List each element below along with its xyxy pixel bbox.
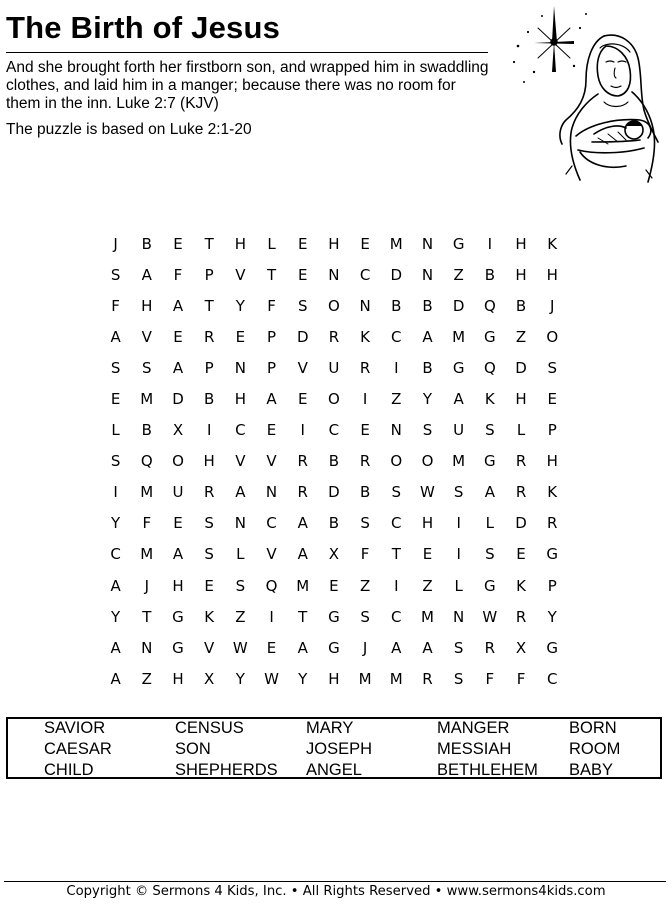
grid-letter[interactable]: E xyxy=(297,265,308,284)
grid-letter[interactable]: A xyxy=(391,638,402,657)
word-bank-word: CHILD xyxy=(44,761,94,779)
grid-letter[interactable]: V xyxy=(235,452,246,471)
grid-letter[interactable]: S xyxy=(422,421,433,440)
grid-letter[interactable]: U xyxy=(328,358,340,377)
grid-letter[interactable]: G xyxy=(328,607,340,626)
grid-letter[interactable]: H xyxy=(515,234,527,253)
grid-letter[interactable]: Y xyxy=(235,669,245,688)
grid-letter[interactable]: W xyxy=(420,483,435,502)
grid-letter[interactable]: H xyxy=(328,234,340,253)
grid-letter[interactable]: X xyxy=(328,545,340,564)
grid-letter[interactable]: K xyxy=(547,483,558,502)
grid-letter[interactable]: E xyxy=(110,390,121,409)
grid-letter[interactable]: R xyxy=(515,607,527,626)
grid-row xyxy=(100,632,572,663)
grid-letter[interactable]: S xyxy=(485,545,495,564)
grid-letter[interactable]: N xyxy=(265,483,278,502)
grid-letter[interactable]: J xyxy=(362,638,368,657)
grid-letter[interactable]: A xyxy=(484,483,495,502)
word-bank-word: ANGEL xyxy=(306,761,362,779)
grid-letter[interactable]: A xyxy=(422,327,433,346)
word-bank-word: SHEPHERDS xyxy=(175,761,278,779)
grid-letter[interactable]: R xyxy=(422,669,433,688)
grid-letter[interactable]: I xyxy=(113,483,118,502)
grid-letter[interactable]: D xyxy=(515,358,527,377)
grid-letter[interactable]: D xyxy=(515,514,527,533)
grid-row xyxy=(100,539,572,570)
grid-letter[interactable]: S xyxy=(204,514,214,533)
grid-letter[interactable]: J xyxy=(113,234,118,253)
grid-row xyxy=(100,352,572,383)
grid-row xyxy=(100,259,572,290)
grid-letter[interactable]: N xyxy=(421,234,434,253)
grid-letter[interactable]: O xyxy=(546,327,559,346)
grid-letter[interactable]: S xyxy=(453,483,464,502)
grid-letter[interactable]: E xyxy=(297,234,308,253)
grid-letter[interactable]: O xyxy=(328,296,340,315)
grid-letter[interactable]: C xyxy=(391,327,402,346)
word-bank-word: MARY xyxy=(306,719,354,737)
grid-letter[interactable]: E xyxy=(547,390,557,409)
grid-letter[interactable]: S xyxy=(453,669,464,688)
grid-letter[interactable]: D xyxy=(452,296,465,315)
grid-row xyxy=(100,570,572,601)
grid-row xyxy=(100,663,572,694)
grid-letter[interactable]: W xyxy=(264,669,279,688)
grid-letter[interactable]: L xyxy=(454,576,463,595)
grid-letter[interactable]: L xyxy=(236,545,245,564)
grid-row xyxy=(100,508,572,539)
grid-letter[interactable]: B xyxy=(328,452,340,471)
grid-letter[interactable]: A xyxy=(110,669,121,688)
grid-letter[interactable]: B xyxy=(359,483,371,502)
grid-letter[interactable]: L xyxy=(267,234,276,253)
word-bank-word: MANGER xyxy=(437,719,510,737)
page-title: The Birth of Jesus xyxy=(6,10,281,45)
scripture-verse: And she brought forth her firstborn son, and wrapped him in swaddling clothes, and laid him in a manger; because there was no room for them in the inn. Luke 2:7 (KJV) xyxy=(6,59,489,112)
grid-letter[interactable]: A xyxy=(235,483,246,502)
grid-letter[interactable]: E xyxy=(360,234,370,253)
grid-letter[interactable]: F xyxy=(173,265,183,284)
grid-letter[interactable]: T xyxy=(204,234,214,253)
footer-divider xyxy=(4,881,666,882)
grid-letter[interactable]: H xyxy=(141,296,153,315)
word-bank-word: CAESAR xyxy=(44,740,112,758)
grid-letter[interactable]: C xyxy=(110,545,121,564)
word-bank xyxy=(6,717,662,779)
word-bank-row xyxy=(8,761,660,781)
grid-letter[interactable]: G xyxy=(484,576,496,595)
grid-letter[interactable]: B xyxy=(204,390,215,409)
grid-letter[interactable]: R xyxy=(547,514,558,533)
grid-letter[interactable]: G xyxy=(172,638,184,657)
grid-letter[interactable]: S xyxy=(360,607,370,626)
word-bank-word: JOSEPH xyxy=(306,740,373,758)
sparkle-dots xyxy=(513,13,587,83)
grid-letter[interactable]: P xyxy=(547,576,557,595)
grid-letter[interactable]: N xyxy=(390,421,402,440)
grid-letter[interactable]: A xyxy=(172,358,184,377)
grid-letter[interactable]: R xyxy=(359,358,371,377)
grid-letter[interactable]: S xyxy=(360,514,370,533)
grid-letter[interactable]: X xyxy=(204,669,215,688)
grid-letter[interactable]: T xyxy=(298,607,308,626)
grid-letter[interactable]: E xyxy=(235,327,246,346)
grid-letter[interactable]: G xyxy=(328,638,340,657)
word-bank-word: MESSIAH xyxy=(437,740,512,758)
grid-letter[interactable]: E xyxy=(173,514,183,533)
grid-row xyxy=(100,383,572,414)
grid-letter[interactable]: Z xyxy=(453,265,464,284)
grid-letter[interactable]: O xyxy=(421,452,434,471)
grid-letter[interactable]: S xyxy=(142,358,152,377)
grid-letter[interactable]: B xyxy=(141,234,152,253)
grid-letter[interactable]: F xyxy=(360,545,370,564)
grid-letter[interactable]: I xyxy=(394,358,399,377)
grid-letter[interactable]: H xyxy=(515,265,527,284)
grid-letter[interactable]: I xyxy=(456,514,461,533)
grid-letter[interactable]: Y xyxy=(111,607,121,626)
grid-letter[interactable]: S xyxy=(453,638,464,657)
word-bank-word: ROOM xyxy=(569,740,621,758)
grid-letter[interactable]: R xyxy=(359,452,371,471)
grid-letter[interactable]: M xyxy=(140,545,154,564)
grid-letter[interactable]: I xyxy=(394,576,399,595)
grid-letter[interactable]: N xyxy=(141,638,153,657)
grid-letter[interactable]: N xyxy=(328,265,340,284)
grid-letter[interactable]: A xyxy=(172,545,184,564)
grid-letter[interactable]: M xyxy=(389,669,403,688)
grid-letter[interactable]: E xyxy=(204,576,214,595)
grid-row xyxy=(100,228,572,259)
grid-letter[interactable]: Q xyxy=(483,296,496,315)
grid-letter[interactable]: M xyxy=(452,452,466,471)
grid-letter[interactable]: V xyxy=(235,265,246,284)
grid-letter[interactable]: U xyxy=(172,483,184,502)
grid-letter[interactable]: Q xyxy=(483,358,496,377)
grid-letter[interactable]: D xyxy=(172,390,184,409)
grid-letter[interactable]: S xyxy=(235,576,246,595)
grid-letter[interactable]: B xyxy=(391,296,402,315)
grid-letter[interactable]: V xyxy=(204,638,215,657)
grid-letter[interactable]: A xyxy=(422,638,433,657)
grid-letter[interactable]: C xyxy=(266,514,277,533)
grid-letter[interactable]: I xyxy=(487,234,493,253)
grid-letter[interactable]: F xyxy=(516,669,526,688)
grid-letter[interactable]: K xyxy=(360,327,371,346)
grid-letter[interactable]: S xyxy=(297,296,308,315)
grid-letter[interactable]: Q xyxy=(140,452,153,471)
grid-letter[interactable]: H xyxy=(172,669,184,688)
grid-letter[interactable]: C xyxy=(546,669,558,688)
grid-letter[interactable]: G xyxy=(172,607,184,626)
grid-letter[interactable]: M xyxy=(140,390,154,409)
grid-letter[interactable]: O xyxy=(328,390,340,409)
grid-letter[interactable]: Z xyxy=(515,327,527,346)
grid-letter[interactable]: I xyxy=(300,421,305,440)
grid-letter[interactable]: X xyxy=(172,421,184,440)
grid-letter[interactable]: B xyxy=(422,358,433,377)
grid-letter[interactable]: P xyxy=(547,421,557,440)
grid-row xyxy=(100,415,572,446)
grid-letter[interactable]: E xyxy=(516,545,526,564)
grid-letter[interactable]: B xyxy=(328,514,340,533)
grid-letter[interactable]: C xyxy=(391,607,402,626)
word-bank-word: SON xyxy=(175,740,211,758)
grid-letter[interactable]: L xyxy=(111,421,120,440)
grid-letter[interactable]: P xyxy=(204,265,214,284)
title-divider xyxy=(6,52,488,53)
grid-letter[interactable]: N xyxy=(359,296,371,315)
grid-letter[interactable]: N xyxy=(234,514,246,533)
grid-letter[interactable]: I xyxy=(269,607,274,626)
grid-letter[interactable]: Z xyxy=(141,669,152,688)
grid-letter[interactable]: S xyxy=(110,452,121,471)
grid-letter[interactable]: R xyxy=(328,327,340,346)
grid-letter[interactable]: X xyxy=(515,638,527,657)
grid-letter[interactable]: H xyxy=(546,452,558,471)
grid-letter[interactable]: E xyxy=(329,576,339,595)
grid-letter[interactable]: E xyxy=(360,421,370,440)
grid-letter[interactable]: P xyxy=(267,358,277,377)
grid-letter[interactable]: A xyxy=(297,514,308,533)
grid-letter[interactable]: T xyxy=(266,265,277,284)
grid-row xyxy=(100,290,572,321)
grid-letter[interactable]: A xyxy=(297,638,308,657)
grid-letter[interactable]: I xyxy=(362,390,368,409)
grid-letter[interactable]: T xyxy=(391,545,401,564)
grid-letter[interactable]: H xyxy=(328,669,340,688)
mary-with-baby-and-star-illustration xyxy=(494,2,670,184)
grid-letter[interactable]: D xyxy=(390,265,403,284)
grid-letter[interactable]: A xyxy=(110,327,121,346)
grid-letter[interactable]: H xyxy=(234,390,246,409)
grid-letter[interactable]: S xyxy=(547,358,557,377)
grid-letter[interactable]: N xyxy=(234,358,246,377)
grid-letter[interactable]: M xyxy=(420,607,434,626)
grid-letter[interactable]: K xyxy=(484,390,495,409)
grid-letter[interactable]: G xyxy=(484,327,496,346)
word-bank-row xyxy=(8,719,660,739)
grid-letter[interactable]: W xyxy=(482,607,498,626)
puzzle-basis-note: The puzzle is based on Luke 2:1-20 xyxy=(6,121,252,138)
grid-letter[interactable]: E xyxy=(173,327,183,346)
grid-letter[interactable]: H xyxy=(172,576,184,595)
grid-letter[interactable]: V xyxy=(266,545,277,564)
grid-letter[interactable]: M xyxy=(296,576,310,595)
grid-letter[interactable]: V xyxy=(141,327,152,346)
grid-letter[interactable]: S xyxy=(110,265,121,284)
grid-letter[interactable]: K xyxy=(516,576,526,595)
grid-letter[interactable]: K xyxy=(547,234,558,253)
grid-letter[interactable]: J xyxy=(144,576,149,595)
grid-letter[interactable]: H xyxy=(515,390,527,409)
grid-letter[interactable]: R xyxy=(203,327,215,346)
grid-letter[interactable]: J xyxy=(550,296,555,315)
grid-letter[interactable]: I xyxy=(456,545,461,564)
grid-letter[interactable]: Z xyxy=(359,576,371,595)
grid-letter[interactable]: E xyxy=(173,234,183,253)
grid-letter[interactable]: B xyxy=(141,421,152,440)
grid-letter[interactable]: M xyxy=(389,234,403,253)
grid-letter[interactable]: H xyxy=(203,452,215,471)
copyright-footer: Copyright © Sermons 4 Kids, Inc. • All Rights Reserved • www.sermons4kids.com xyxy=(66,884,606,899)
grid-letter[interactable]: M xyxy=(140,483,154,502)
grid-letter[interactable]: K xyxy=(204,607,215,626)
grid-letter[interactable]: Y xyxy=(235,296,245,315)
grid-letter[interactable]: A xyxy=(141,265,152,284)
grid-letter[interactable]: T xyxy=(142,607,152,626)
grid-letter[interactable]: P xyxy=(267,327,277,346)
grid-letter[interactable]: S xyxy=(391,483,402,502)
grid-letter[interactable]: A xyxy=(172,296,184,315)
grid-letter[interactable]: C xyxy=(235,421,246,440)
grid-letter[interactable]: W xyxy=(232,638,248,657)
grid-letter[interactable]: C xyxy=(328,421,340,440)
grid-letter[interactable]: G xyxy=(546,545,559,564)
grid-letter[interactable]: O xyxy=(390,452,403,471)
grid-letter[interactable]: H xyxy=(234,234,246,253)
grid-letter[interactable]: A xyxy=(297,545,308,564)
grid-letter[interactable]: A xyxy=(110,576,121,595)
grid-letter[interactable]: N xyxy=(453,607,465,626)
grid-row xyxy=(100,601,572,632)
grid-letter[interactable]: A xyxy=(453,390,464,409)
grid-letter[interactable]: Z xyxy=(235,607,246,626)
grid-letter[interactable]: R xyxy=(203,483,215,502)
grid-row xyxy=(100,446,572,477)
grid-letter[interactable]: B xyxy=(422,296,433,315)
grid-letter[interactable]: G xyxy=(546,638,559,657)
grid-letter[interactable]: R xyxy=(515,483,527,502)
grid-letter[interactable]: C xyxy=(391,514,402,533)
grid-letter[interactable]: C xyxy=(359,265,371,284)
grid-letter[interactable]: D xyxy=(328,483,340,502)
grid-letter[interactable]: H xyxy=(546,265,558,284)
grid-row xyxy=(100,321,572,352)
grid-letter[interactable]: L xyxy=(516,421,526,440)
grid-letter[interactable]: R xyxy=(297,483,308,502)
grid-letter[interactable]: R xyxy=(297,452,308,471)
grid-letter[interactable]: Z xyxy=(422,576,433,595)
grid-letter[interactable]: U xyxy=(453,421,465,440)
word-bank-word: BETHLEHEM xyxy=(437,761,538,779)
grid-letter[interactable]: Y xyxy=(547,607,557,626)
grid-letter[interactable]: O xyxy=(172,452,184,471)
grid-letter[interactable]: A xyxy=(266,390,277,409)
grid-letter[interactable]: Y xyxy=(422,390,433,409)
grid-letter[interactable]: E xyxy=(297,390,308,409)
grid-letter[interactable]: R xyxy=(515,452,527,471)
grid-letter[interactable]: Y xyxy=(298,669,308,688)
grid-letter[interactable]: M xyxy=(358,669,372,688)
word-bank-word: BORN xyxy=(569,719,617,737)
grid-letter[interactable]: F xyxy=(111,296,120,315)
grid-letter[interactable]: F xyxy=(267,296,276,315)
grid-letter[interactable]: V xyxy=(266,452,277,471)
grid-letter[interactable]: B xyxy=(484,265,495,284)
grid-letter[interactable]: H xyxy=(421,514,434,533)
star-icon xyxy=(534,6,574,72)
grid-row xyxy=(100,477,572,508)
grid-letter[interactable]: G xyxy=(452,358,465,377)
grid-letter[interactable]: R xyxy=(484,638,496,657)
grid-letter[interactable]: F xyxy=(142,514,152,533)
grid-letter[interactable]: E xyxy=(266,638,277,657)
grid-letter[interactable]: G xyxy=(484,452,496,471)
grid-letter[interactable]: I xyxy=(206,421,212,440)
word-bank-word: SAVIOR xyxy=(44,719,106,737)
grid-letter[interactable]: F xyxy=(485,669,495,688)
word-bank-word: BABY xyxy=(569,761,614,779)
grid-letter[interactable]: A xyxy=(110,638,121,657)
grid-letter[interactable]: S xyxy=(204,545,214,564)
grid-letter[interactable]: L xyxy=(485,514,495,533)
grid-letter[interactable]: S xyxy=(485,421,495,440)
grid-letter[interactable]: G xyxy=(452,234,465,253)
grid-letter[interactable]: P xyxy=(204,358,214,377)
word-search-grid[interactable] xyxy=(100,228,572,694)
grid-letter[interactable]: Q xyxy=(265,576,278,595)
grid-letter[interactable]: E xyxy=(422,545,433,564)
grid-letter[interactable]: E xyxy=(266,421,277,440)
grid-letter[interactable]: N xyxy=(421,265,434,284)
grid-letter[interactable]: T xyxy=(204,296,214,315)
grid-letter[interactable]: M xyxy=(452,327,466,346)
word-bank-word: CENSUS xyxy=(175,719,244,737)
grid-letter[interactable]: Z xyxy=(391,390,402,409)
grid-letter[interactable]: D xyxy=(296,327,309,346)
grid-letter[interactable]: S xyxy=(110,358,121,377)
grid-letter[interactable]: Y xyxy=(111,514,121,533)
grid-letter[interactable]: V xyxy=(297,358,308,377)
grid-letter[interactable]: B xyxy=(515,296,527,315)
word-bank-row xyxy=(8,740,660,760)
